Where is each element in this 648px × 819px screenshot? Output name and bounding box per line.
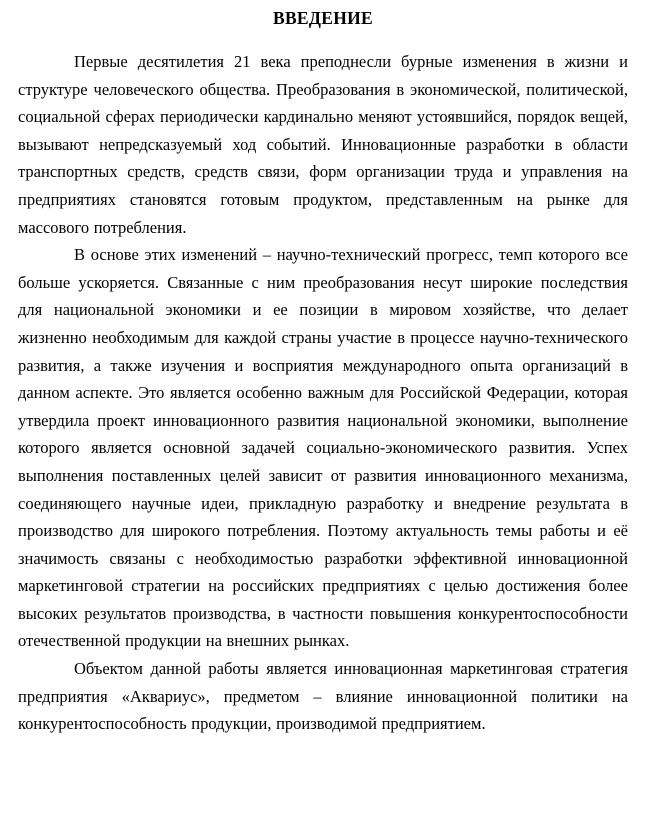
paragraph-intro-changes: Первые десятилетия 21 века преподнесли бурные изменения в жизни и структуре человеческого общества. Преобразования в экономической, политической, социальной сферах периодически кардинально меняют устоявшийся, порядок вещей, вызывают непредсказуемый ход событий. Инновационные разработки в области транспортных средств, средств связи, форм организации труда и управления на предприятиях становятся готовым продуктом, представленным на рынке для массового потребления.	[18, 52, 628, 237]
page-title: ВВЕДЕНИЕ	[272, 8, 374, 28]
paragraph-scientific-progress: В основе этих изменений – научно-технический прогресс, темп которого все больше ускоряется. Связанные с ним преобразования несут широкие последствия для национальной экономики и ее позиции в мировом хозяйстве, что делает жизненно необходимым для каждой страны участие в процессе научно-технического развития, а также изучения и восприятия международного опыта организаций в данном аспекте. Это является особенно важным для Российской Федерации, которая утвердила проект инновационного развития национальной экономики, выполнение которого является основной задачей социально-экономического развития. Успех выполнения поставленных целей зависит от развития инновационного механизма, соединяющего научные идеи, прикладную разработку и внедрение результата в производство для широкого потребления. Поэтому актуальность темы работы и её значимость связаны с необходимостью разработки эффективной инновационной маркетинговой стратегии на российских предприятиях с целью достижения более высоких результатов производства, в частности повышения конкурентоспособности отечественной продукции на внешних рынках.	[18, 245, 628, 651]
paragraph-object-subject: Объектом данной работы является инновационная маркетинговая стратегия предприятия «Аквариус», предметом – влияние инновационной политики на конкурентоспособность продукции, производимой предприятием.	[18, 659, 628, 734]
